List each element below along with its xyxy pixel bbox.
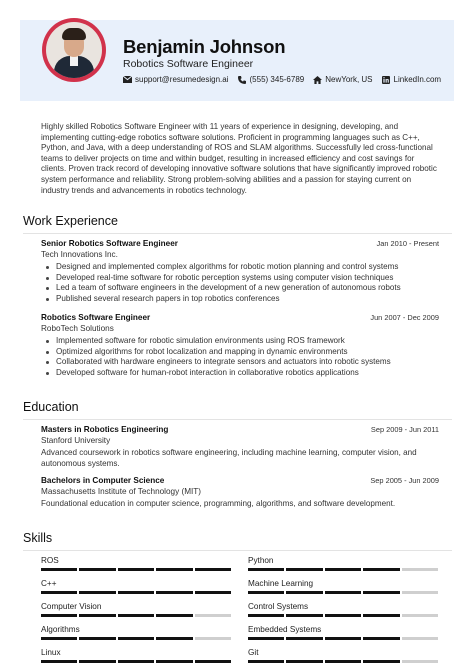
- skill-level-segment: [286, 660, 322, 663]
- list-item: Published several research papers in top robotics conferences: [43, 294, 439, 305]
- skill-level-bar: [248, 614, 438, 617]
- skill-level-segment: [79, 591, 115, 594]
- skill-level-bar: [41, 568, 231, 571]
- contact-linkedin-text: LinkedIn.com: [393, 75, 442, 84]
- education-entry: [41, 425, 439, 469]
- degree-title: Bachelors in Computer Science: [41, 476, 165, 485]
- professional-summary: Highly skilled Robotics Software Engineer with 11 years of experience in designing, developing, and implementing cutting-edge robotics software solutions. Proficient in programming languages such as C++, Python, and Java, with a deep understanding of ROS and SLAM algorithms. Successfully led cross-functional teams to deliver projects on time and within budget, resulting in increased efficiency and cost savings for clients. Proven track record of developing innovative software solutions that have significantly improved robotic system performance and reliability. Strong problem-solving abilities and a passion for staying current on industry trends and advancements in robotics technology.: [41, 122, 437, 195]
- skill-level-segment: [79, 568, 115, 571]
- list-item: Led a team of software engineers in the development of a new generation of autonomous robots: [43, 283, 439, 294]
- skill-level-segment: [79, 637, 115, 640]
- envelope-icon: [123, 75, 132, 84]
- skill-level-segment: [195, 637, 231, 640]
- school-name: Massachusetts Institute of Technology (MIT): [41, 487, 202, 496]
- education-description: Advanced coursework in robotics software engineering, including machine learning, computer vision, and autonomous systems.: [41, 448, 417, 468]
- section-divider: [23, 550, 452, 551]
- skill-item: [248, 556, 438, 571]
- section-title-work: Work Experience: [23, 214, 118, 228]
- section-title-education: Education: [23, 400, 79, 414]
- avatar: [46, 22, 102, 78]
- skill-level-segment: [118, 568, 154, 571]
- skill-level-segment: [325, 660, 361, 663]
- skill-level-segment: [79, 660, 115, 663]
- skill-level-segment: [41, 614, 77, 617]
- skill-level-bar: [248, 591, 438, 594]
- skill-level-bar: [248, 660, 438, 663]
- skill-level-segment: [286, 637, 322, 640]
- skill-level-segment: [402, 614, 438, 617]
- job-role: Robotics Software Engineer: [41, 313, 151, 322]
- skill-level-segment: [156, 591, 192, 594]
- skill-level-bar: [41, 660, 231, 663]
- education-description: Foundational education in computer science, programming, algorithms, and software development.: [41, 499, 396, 508]
- skill-level-segment: [41, 568, 77, 571]
- skill-level-segment: [248, 660, 284, 663]
- list-item: Optimized algorithms for robot localization and mapping in dynamic environments: [43, 347, 439, 358]
- skill-level-segment: [325, 637, 361, 640]
- skill-name: Control Systems: [248, 602, 309, 611]
- linkedin-icon: [382, 75, 391, 84]
- skill-level-segment: [118, 637, 154, 640]
- skill-level-segment: [363, 591, 399, 594]
- skill-level-segment: [363, 660, 399, 663]
- candidate-title: Robotics Software Engineer: [123, 58, 254, 70]
- resume-header: [20, 20, 454, 101]
- degree-title: Masters in Robotics Engineering: [41, 425, 169, 434]
- skill-name: Embedded Systems: [248, 625, 322, 634]
- skill-name: Linux: [41, 648, 61, 657]
- skill-level-segment: [402, 591, 438, 594]
- phone-icon: [238, 75, 247, 84]
- skill-level-segment: [248, 614, 284, 617]
- skill-level-segment: [118, 660, 154, 663]
- skill-level-segment: [41, 660, 77, 663]
- skill-level-bar: [248, 637, 438, 640]
- skill-level-segment: [195, 614, 231, 617]
- skill-level-segment: [325, 568, 361, 571]
- skill-level-segment: [402, 660, 438, 663]
- skill-level-bar: [248, 568, 438, 571]
- skill-level-segment: [402, 637, 438, 640]
- section-divider: [23, 233, 452, 234]
- skill-item: [41, 556, 231, 571]
- skill-level-segment: [286, 614, 322, 617]
- skill-level-segment: [156, 637, 192, 640]
- skill-level-segment: [41, 637, 77, 640]
- job-date: Jan 2010 - Present: [376, 239, 439, 248]
- skill-level-bar: [41, 614, 231, 617]
- skill-item: [248, 579, 438, 594]
- job-role: Senior Robotics Software Engineer: [41, 239, 178, 248]
- skill-name: Algorithms: [41, 625, 80, 634]
- skill-name: ROS: [41, 556, 59, 565]
- skill-level-segment: [118, 614, 154, 617]
- skill-level-segment: [156, 568, 192, 571]
- skill-level-segment: [156, 614, 192, 617]
- skill-level-segment: [402, 568, 438, 571]
- skill-item: [248, 602, 438, 617]
- list-item: Developed software for human-robot interaction in collaborative robotics applications: [43, 368, 439, 379]
- skill-name: Machine Learning: [248, 579, 314, 588]
- job-entry: [41, 239, 439, 304]
- education-entry: [41, 476, 439, 510]
- skill-name: Git: [248, 648, 259, 657]
- skill-level-segment: [248, 591, 284, 594]
- school-name: Stanford University: [41, 436, 111, 445]
- skill-level-bar: [41, 637, 231, 640]
- skill-level-segment: [325, 591, 361, 594]
- section-title-skills: Skills: [23, 531, 53, 545]
- contact-location-text: NewYork, US: [325, 75, 373, 84]
- skill-item: [248, 648, 438, 663]
- contact-email-text: support@resumedesign.ai: [135, 75, 229, 84]
- job-bullets: [43, 336, 439, 378]
- job-date: Jun 2007 - Dec 2009: [370, 313, 439, 322]
- skill-item: [41, 579, 231, 594]
- education-date: Sep 2005 - Jun 2009: [370, 476, 439, 485]
- skill-name: C++: [41, 579, 57, 588]
- job-company: Tech Innovations Inc.: [41, 250, 118, 259]
- education-date: Sep 2009 - Jun 2011: [370, 425, 439, 434]
- skill-level-segment: [41, 591, 77, 594]
- skill-item: [248, 625, 438, 640]
- skill-name: Computer Vision: [41, 602, 102, 611]
- avatar-ring: [42, 18, 106, 82]
- skill-level-bar: [41, 591, 231, 594]
- skill-level-segment: [195, 568, 231, 571]
- skill-level-segment: [286, 591, 322, 594]
- skill-level-segment: [363, 614, 399, 617]
- contact-phone[interactable]: [238, 75, 305, 84]
- skill-level-segment: [325, 614, 361, 617]
- skill-level-segment: [195, 591, 231, 594]
- section-divider: [23, 419, 452, 420]
- job-company: RoboTech Solutions: [41, 324, 114, 333]
- contact-location: [313, 75, 372, 84]
- skill-level-segment: [286, 568, 322, 571]
- skill-item: [41, 648, 231, 663]
- job-entry: [41, 313, 439, 378]
- home-icon: [313, 75, 322, 84]
- candidate-name: Benjamin Johnson: [123, 36, 286, 57]
- skill-level-segment: [363, 637, 399, 640]
- skill-level-segment: [195, 660, 231, 663]
- skill-level-segment: [363, 568, 399, 571]
- list-item: Developed real-time software for robotic perception systems using computer vision techniques: [43, 273, 439, 284]
- skill-item: [41, 602, 231, 617]
- skill-item: [41, 625, 231, 640]
- skill-name: Python: [248, 556, 274, 565]
- contact-linkedin[interactable]: [382, 75, 442, 84]
- list-item: Implemented software for robotic simulation environments using ROS framework: [43, 336, 439, 347]
- list-item: Designed and implemented complex algorithms for robotic motion planning and control systems: [43, 262, 439, 273]
- contact-email[interactable]: [123, 75, 229, 84]
- skill-level-segment: [248, 568, 284, 571]
- job-bullets: [43, 262, 439, 304]
- skill-level-segment: [156, 660, 192, 663]
- skill-level-segment: [79, 614, 115, 617]
- skill-level-segment: [248, 637, 284, 640]
- contact-phone-text: (555) 345-6789: [249, 75, 305, 84]
- skill-level-segment: [118, 591, 154, 594]
- contact-row: [123, 75, 441, 84]
- list-item: Collaborated with hardware engineers to integrate sensors and actuators into robotic systems: [43, 357, 439, 368]
